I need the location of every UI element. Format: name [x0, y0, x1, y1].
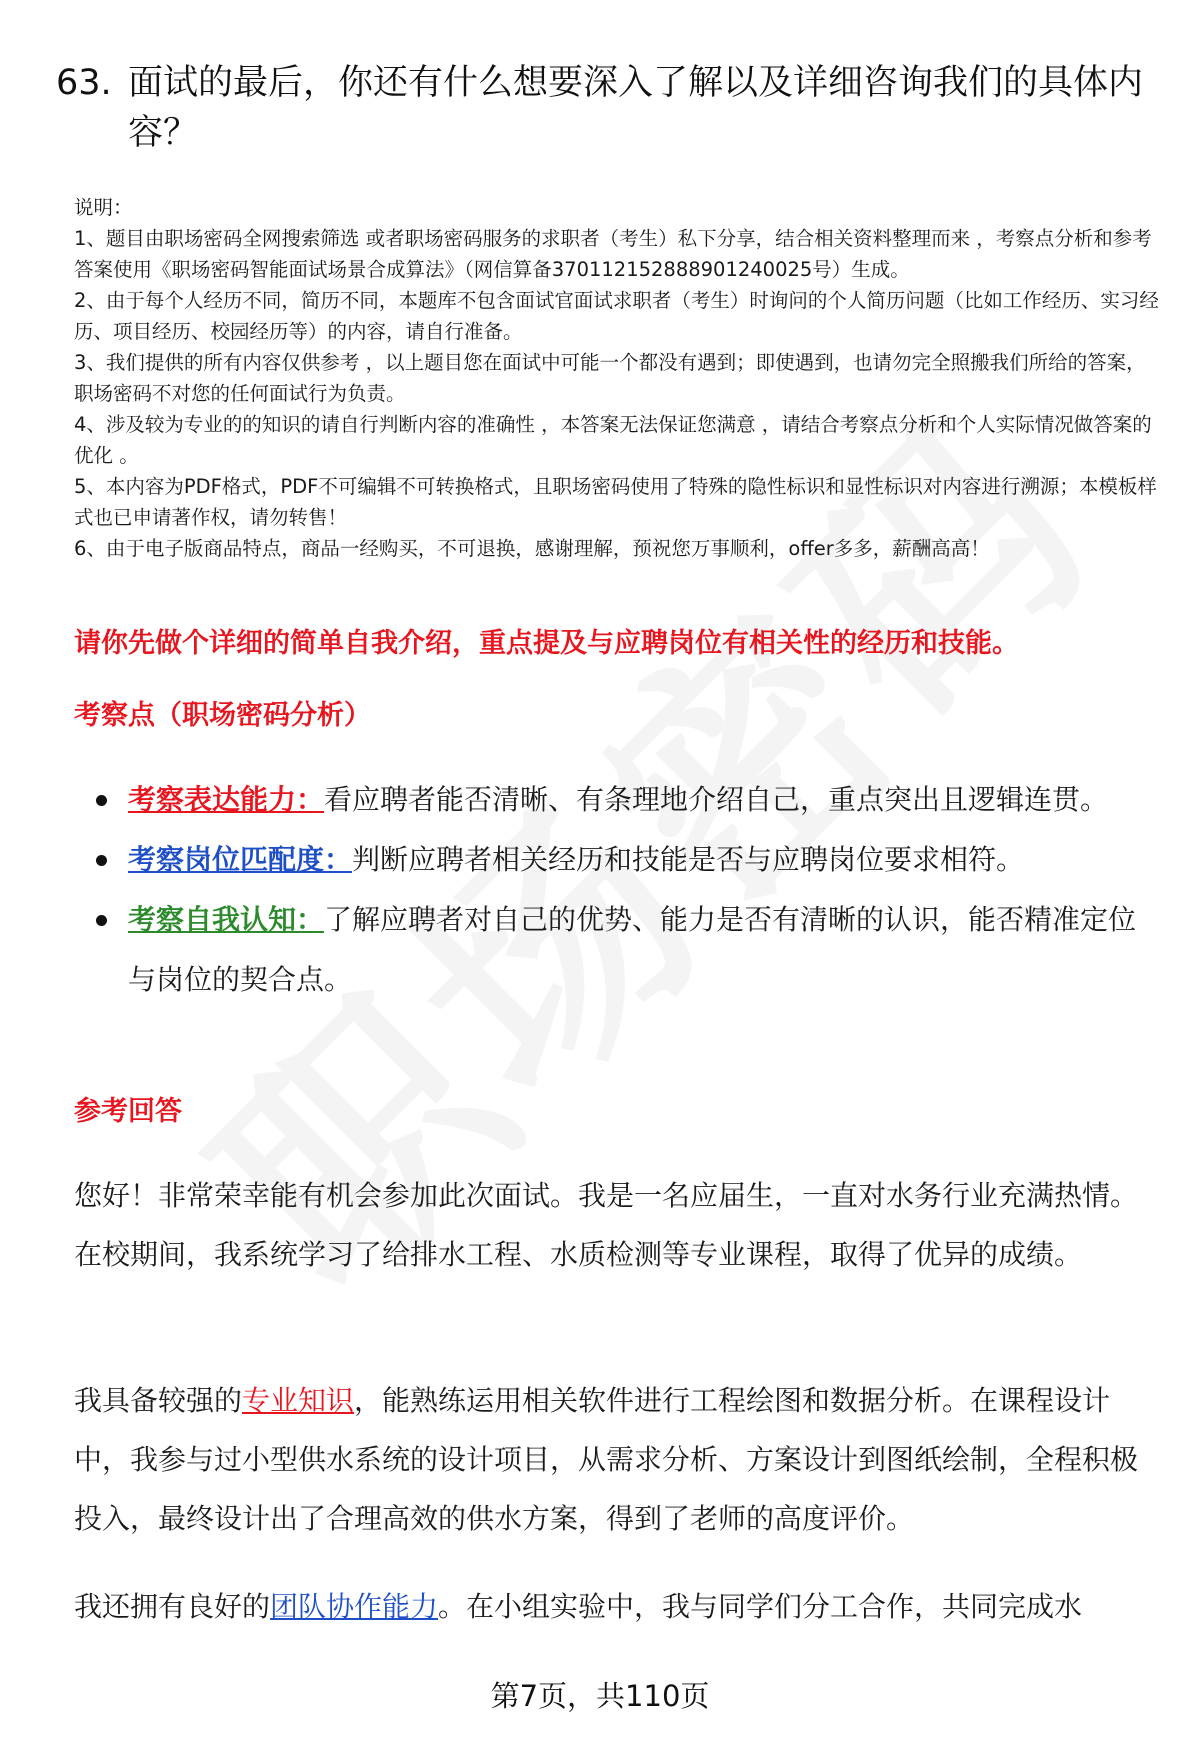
notes-block [74, 192, 1164, 564]
bullet-icon [96, 855, 107, 866]
answer-text: 我具备较强的 [74, 1384, 243, 1417]
page-footer: 第7页，共110页 [490, 1679, 710, 1713]
note-item: 4、涉及较为专业的的知识的请自行判断内容的准确性 ，本答案无法保证您满意 ，请结合考察点分析和个人实际情况做答案的优化 。 [74, 413, 1152, 467]
assessment-point [96, 830, 1156, 890]
point-label: 考察表达能力： [128, 783, 325, 816]
note-item: 1、题目由职场密码全网搜索筛选 或者职场密码服务的求职者（考生）私下分享，结合相关资料整理而来 ，考察点分析和参考答案使用《职场密码智能面试场景合成算法》（网信算备370112152888901240025号）生成。 [74, 227, 1152, 281]
assessment-point [96, 770, 1156, 830]
point-label: 考察岗位匹配度： [128, 843, 353, 876]
assessment-heading: 考察点（职场密码分析） [74, 700, 371, 731]
note-item: 5、本内容为PDF格式，PDF不可编辑不可转换格式，且职场密码使用了特殊的隐性标识和显性标识对内容进行溯源；本模板样式也已申请著作权，请勿转售！ [74, 475, 1157, 529]
note-item: 2、由于每个人经历不同，简历不同，本题库不包含面试官面试求职者（考生）时询问的个人简历问题（比如工作经历、实习经历、项目经历、校园经历等）的内容，请自行准备。 [74, 289, 1159, 343]
answer-paragraph: 您好！非常荣幸能有机会参加此次面试。我是一名应届生，一直对水务行业充满热情。在校期间，我系统学习了给排水工程、水质检测等专业课程，取得了优异的成绩。 [74, 1179, 1139, 1271]
notes-heading: 说明： [74, 196, 133, 219]
note-item: 6、由于电子版商品特点，商品一经购买，不可退换，感谢理解，预祝您万事顺利，offer多多，薪酬高高！ [74, 537, 990, 560]
answer-text: 。在小组实验中，我与同学们分工合作，共同完成水 [438, 1590, 1083, 1623]
answer-paragraph [74, 1577, 1154, 1636]
answer-heading: 参考回答 [74, 1096, 182, 1127]
note-item: 3、我们提供的所有内容仅供参考 ，以上题目您在面试中可能一个都没有遇到；即使遇到，也请勿完全照搬我们所给的答案，职场密码不对您的任何面试行为负责。 [74, 351, 1146, 405]
question-number: 63. [56, 63, 112, 103]
question-text: 面试的最后，你还有什么想要深入了解以及详细咨询我们的具体内容？ [128, 63, 1144, 153]
point-text: 判断应聘者相关经历和技能是否与应聘岗位要求相符。 [352, 843, 1025, 876]
answer-text: ，能熟练运用相关软件进行工程绘图和数据分析。在课程设计中，我参与过小型供水系统的设计项目，从需求分析、方案设计到图纸绘制，全程积极投入，最终设计出了合理高效的供水方案，得到了老师的高度评价。 [74, 1384, 1139, 1535]
keyword-link[interactable]: 专业知识 [242, 1384, 355, 1417]
assessment-points [96, 770, 1156, 1010]
assessment-point [96, 890, 1156, 1010]
question-title [56, 58, 1156, 158]
interview-prompt: 请你先做个详细的简单自我介绍，重点提及与应聘岗位有相关性的经历和技能。 [74, 628, 1019, 659]
point-text: 看应聘者能否清晰、有条理地介绍自己，重点突出且逻辑连贯。 [324, 783, 1109, 816]
answer-paragraph [74, 1371, 1154, 1548]
bullet-icon [96, 795, 107, 806]
point-label: 考察自我认知： [128, 903, 325, 936]
point-text: 了解应聘者对自己的优势、能力是否有清晰的认识，能否精准定位与岗位的契合点。 [128, 903, 1137, 996]
bullet-icon [96, 915, 107, 926]
keyword-link[interactable]: 团队协作能力 [270, 1590, 439, 1623]
answer-text: 我还拥有良好的 [74, 1590, 271, 1623]
